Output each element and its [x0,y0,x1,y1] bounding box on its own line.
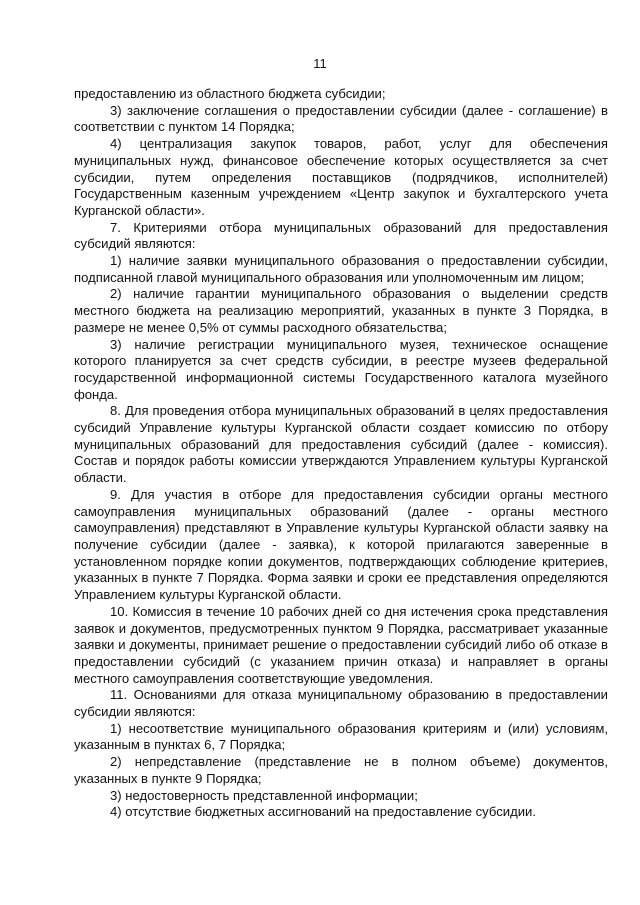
page-number: 11 [313,56,327,71]
paragraph-section-7-criteria: 7. Критериями отбора муниципальных образований для предоставления субсидий являются: [74,219,608,252]
paragraph-criterion-1: 1) наличие заявки муниципального образования о предоставлении субсидии, подписанной главой муниципального образования или уполномоченным им лицом; [74,253,608,285]
paragraph-section-11-refusal: 11. Основаниями для отказа муниципальному образованию в предоставлении субсидии являются: [74,687,608,720]
paragraph-section-9-application: 9. Для участия в отборе для предоставления субсидии органы местного самоуправления муниципальных образований (далее - органы местного самоуправления) представляют в Управление культуры Курганской области заявку на получение субсидии (далее - заявка), к которой прилагаются заверенные в установленном порядке копии документов, подтверждающих соблюдение критериев, указанных в пункте 7 Порядка. Форма заявки и сроки ее представления определяются Управлением культуры Курганской области. [74,486,608,603]
paragraph-continuation: предоставлению из областного бюджета субсидии; [74,86,386,101]
paragraph-section-10-review: 10. Комиссия в течение 10 рабочих дней со дня истечения срока представления заявок и документов, предусмотренных пунктом 9 Порядка, рассматривает указанные заявки и документы, принимает решение о предоставлении субсидий либо об отказе в предоставлении субсидий (с указанием причин отказа) и направляет в органы местного самоуправления соответствующие уведомления. [74,603,608,686]
paragraph-item-3-agreement: 3) заключение соглашения о предоставлении субсидии (далее - соглашение) в соответствии с пунктом 14 Порядка; [74,102,608,135]
paragraph-item-4-procurement: 4) централизация закупок товаров, работ, услуг для обеспечения муниципальных нужд, финансовое обеспечение которых осуществляется за счет субсидии, путем определения поставщиков (подрядчиков, исполнителей) Государственным казенным учреждением «Центр закупок и бухгалтерского учета Курганской области». [74,136,608,218]
paragraph-criterion-2: 2) наличие гарантии муниципального образования о выделении средств местного бюджета на реализацию мероприятий, указанных в пункте 3 Порядка, в размере не менее 0,5% от суммы расходного обязательства; [74,286,608,335]
paragraph-refusal-reason-1: 1) несоответствие муниципального образования критериям и (или) условиям, указанным в пунктах 6, 7 Порядка; [74,720,608,753]
paragraph-refusal-reason-2: 2) непредставление (представление не в полном объеме) документов, указанных в пункте 9 Порядка; [74,754,608,786]
paragraph-criterion-3: 3) наличие регистрации муниципального музея, техническое оснащение которого планируется за счет средств субсидии, в реестре музеев федеральной государственной информационной системы Государственного каталога музейного фонда. [74,336,608,402]
paragraph-section-8-commission: 8. Для проведения отбора муниципальных образований в целях предоставления субсидий Управление культуры Курганской области создает комиссию по отбору муниципальных образований для предоставления субсидий (далее - комиссия). Состав и порядок работы комиссии утверждаются Управлением культуры Курганской области. [74,403,608,486]
document-body [74,86,608,821]
paragraph-refusal-reason-4: 4) отсутствие бюджетных ассигнований на предоставление субсидии. [110,804,536,820]
paragraph-refusal-reason-3: 3) недостоверность представленной информации; [110,787,418,803]
